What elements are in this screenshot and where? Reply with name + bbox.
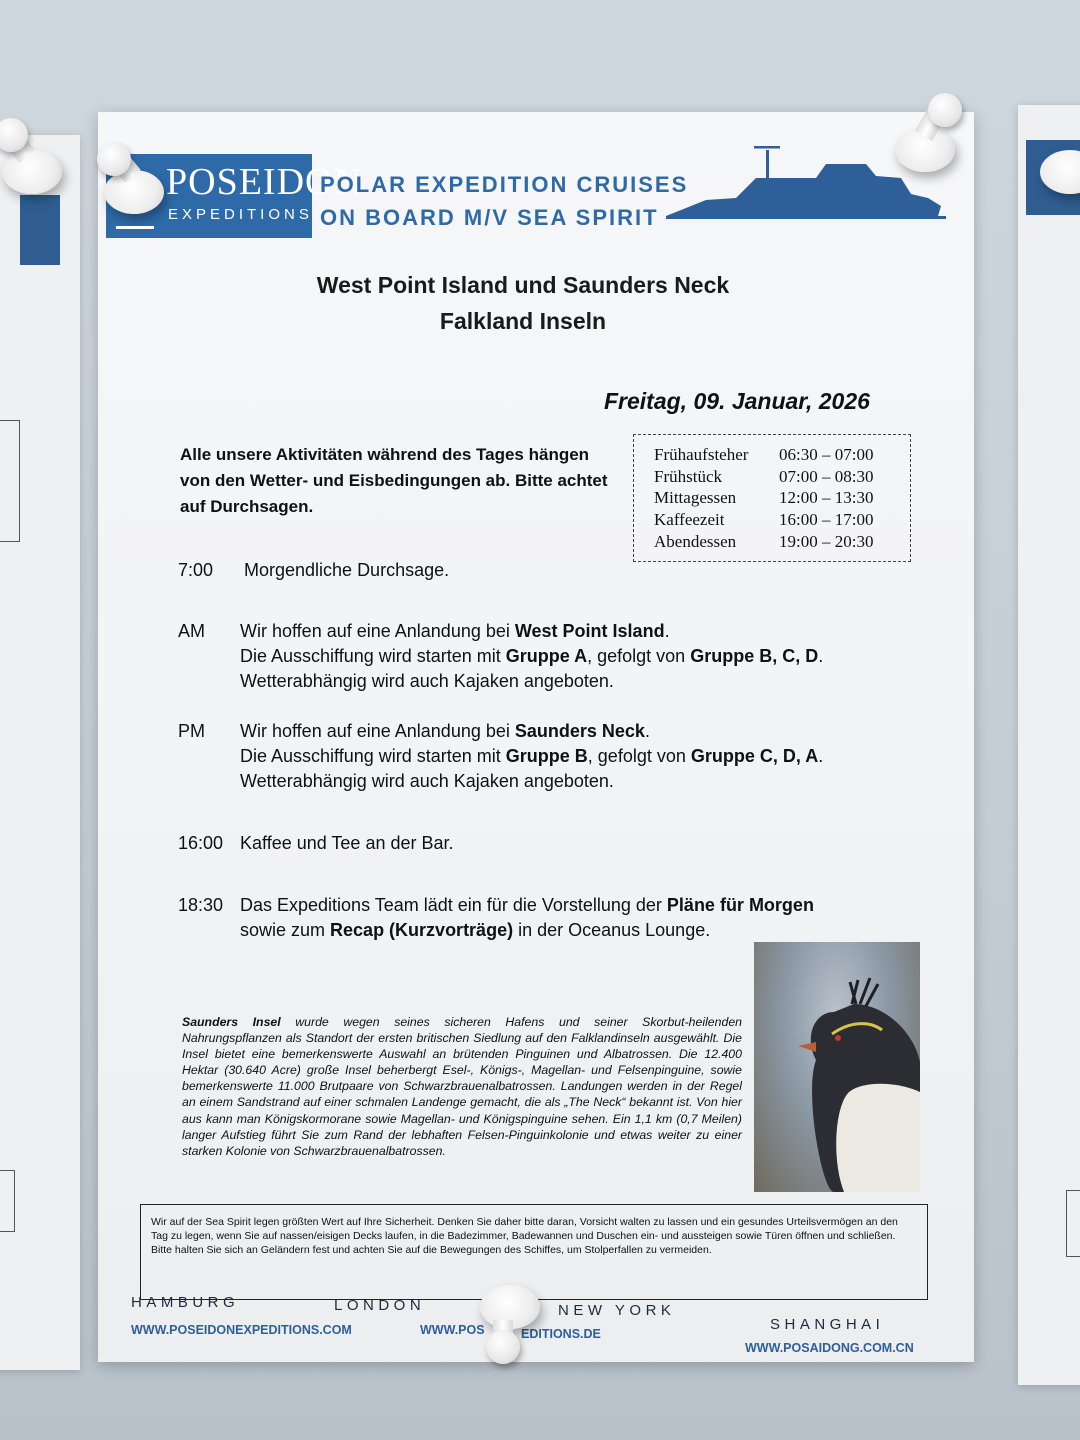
meal-name: Frühstück xyxy=(654,467,722,486)
meal-name: Abendessen xyxy=(654,532,737,551)
footer-url-de-start: WWW.POS xyxy=(420,1323,485,1337)
meal-name: Frühaufsteher xyxy=(654,445,749,464)
logo-sub-text: EXPEDITIONS xyxy=(168,206,313,223)
neighbor-sheet-left xyxy=(0,135,80,1370)
footer-city: LONDON xyxy=(334,1297,426,1314)
tagline-line2: ON BOARD M/V SEA SPIRIT xyxy=(320,205,659,230)
neighbor-box-fragment xyxy=(0,420,20,542)
push-pin-icon xyxy=(486,1330,520,1364)
push-pin-icon xyxy=(97,142,131,176)
schedule-time: 18:30 xyxy=(178,895,224,915)
footer-url-com: WWW.POSEIDONEXPEDITIONS.COM xyxy=(131,1323,352,1337)
meal-time: 07:00 – 08:30 xyxy=(779,467,874,486)
meal-time: 19:00 – 20:30 xyxy=(779,532,874,551)
meal-name: Kaffeezeit xyxy=(654,510,725,529)
info-bold-term: Saunders Insel xyxy=(182,1015,281,1029)
footer-city: SHANGHAI xyxy=(770,1316,885,1333)
program-date: Freitag, 09. Januar, 2026 xyxy=(604,388,870,414)
neighbor-box-fragment xyxy=(1066,1190,1080,1257)
schedule-text: Kaffee und Tee an der Bar. xyxy=(240,833,454,853)
penguin-photo xyxy=(754,942,920,1192)
neighbor-logo-fragment xyxy=(20,195,60,265)
meal-times-box xyxy=(633,434,911,562)
meal-time: 12:00 – 13:30 xyxy=(779,488,874,507)
schedule-text: Morgendliche Durchsage. xyxy=(244,560,450,580)
island-info-paragraph xyxy=(182,1014,742,1159)
schedule-body: Das Expeditions Team lädt ein für die Vorstellung der Pläne für Morgen sowie zum Recap (Kurzvorträge) in der Oceanus Lounge. xyxy=(240,895,814,940)
page-title: West Point Island und Saunders Neck xyxy=(316,272,730,298)
footer-url-de-end: EDITIONS.DE xyxy=(521,1327,601,1341)
schedule-body: Wir hoffen auf eine Anlandung bei West Point Island. Die Ausschiffung wird starten mit Gruppe A, gefolgt von Gruppe B, C, D. Wetterabhängig wird auch Kajaken angeboten. xyxy=(240,621,824,691)
schedule-time: 16:00 xyxy=(178,833,224,853)
info-text: wurde wegen seines sicheren Hafens und seiner Skorbut-heilenden Nahrungspflanzen als Standort der ersten britischen Siedlung auf den Falklandinseln ausgewählt. Die Insel bietet eine bemerkenswerte Auswahl an brütenden Pinguinen und Albatrossen. Die 12.400 Hektar (30.640 Acre) große Insel beherbergt Esel-, Königs-, Magellan- und Felsenpinguine, sowie bemerkenswerte 11.000 Brutpaare von Schwarzbrauenalbatrossen. Landungen werden in der Regel an einem Sandstrand auf einer schmalen Landenge gemacht, die als „The Neck“ bekannt ist. Von hier aus kann man Königskormorane sowie Magellan- und Königspinguine sehen. Ein 1,1 km (0,7 Meilen) langer Aufstieg führt Sie zum Rand der lebhaften Felsen-Pinguinkolonie und etwas weiter zu einer starken Kolonie von Schwarzbrauenalbatrossen. xyxy=(182,1015,742,1158)
push-pin-icon xyxy=(2,150,62,194)
footer-city: HAMBURG xyxy=(131,1294,240,1311)
weather-notice: Alle unsere Aktivitäten während des Tages hängen von den Wetter- und Eisbedingungen ab. Bitte achtet auf Durchsagen. xyxy=(180,445,608,516)
neighbor-sheet-right xyxy=(1018,105,1080,1385)
header-tagline xyxy=(320,168,688,234)
safety-notice-box xyxy=(140,1204,928,1300)
daily-program-sheet xyxy=(98,112,974,1362)
tagline-line1: POLAR EXPEDITION CRUISES xyxy=(320,172,689,197)
logo-main-text: POSEIDON xyxy=(166,161,362,203)
push-pin-icon xyxy=(928,93,962,127)
footer-url-cn: WWW.POSAIDONG.COM.CN xyxy=(745,1341,914,1355)
schedule-time: 7:00 xyxy=(178,560,214,580)
schedule-time: AM xyxy=(178,621,205,641)
page-subtitle: Falkland Inseln xyxy=(439,308,607,334)
neighbor-box-fragment xyxy=(0,1170,15,1232)
schedule-body: Wir hoffen auf eine Anlandung bei Saunders Neck. Die Ausschiffung wird starten mit Gruppe B, gefolgt von Gruppe C, D, A. Wetterabhängig wird auch Kajaken angeboten. xyxy=(240,721,824,791)
schedule-time: PM xyxy=(178,721,205,741)
meal-time: 16:00 – 17:00 xyxy=(779,510,874,529)
footer-city: NEW YORK xyxy=(558,1302,676,1319)
meal-name: Mittagessen xyxy=(654,488,737,507)
rockhopper-penguin-icon xyxy=(754,942,920,1192)
push-pin-icon xyxy=(104,170,164,214)
safety-notice-text: Wir auf der Sea Spirit legen größten Wert auf Ihre Sicherheit. Denken Sie daher bitte daran, Vorsicht walten zu lassen und ein gesundes Urteilsvermögen an den Tag zu legen, wenn Sie auf nassen/eisigen Decks laufen, in die Badezimmer, Badewannen und Duschen ein- und aussteigen sowie Türen öffnen und schließen. Bitte halten Sie sich an Geländern fest und achten Sie auf die Bewegungen des Schiffes, um Stolperfallen zu vermeiden. xyxy=(151,1216,898,1256)
meal-time: 06:30 – 07:00 xyxy=(779,445,874,464)
